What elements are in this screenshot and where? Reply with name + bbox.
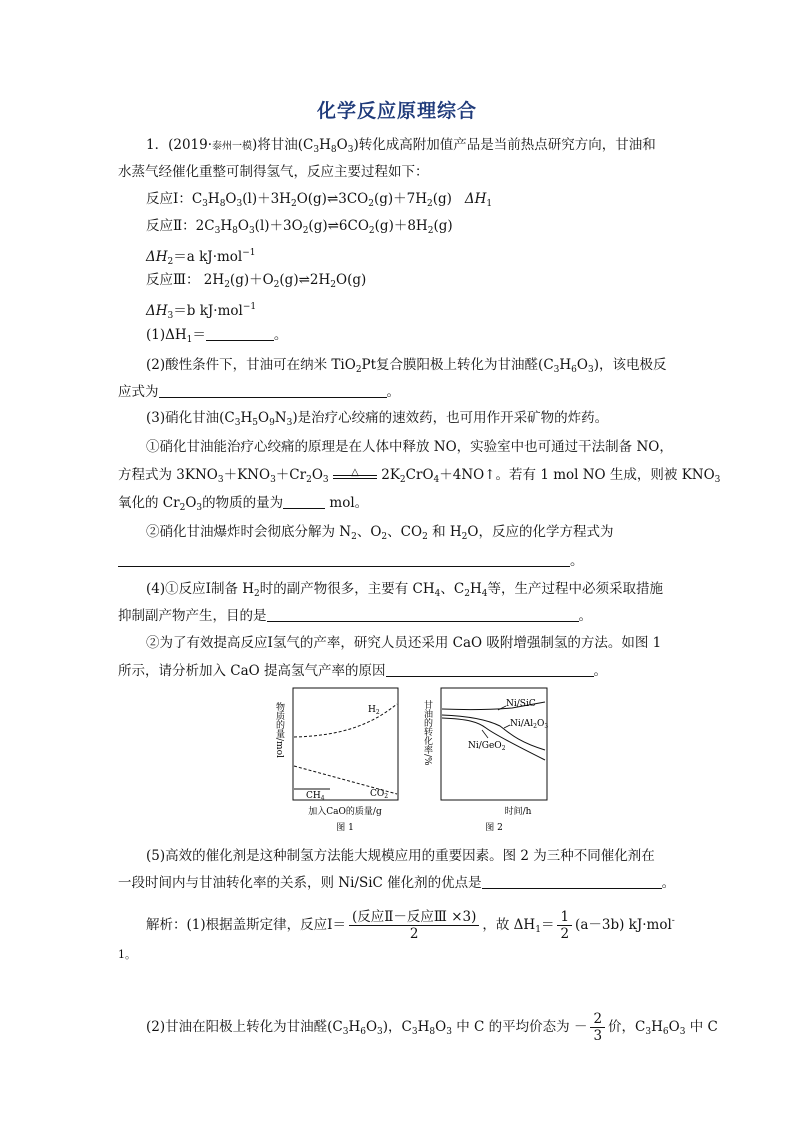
figure-2-caption: 图 2: [485, 823, 503, 833]
figure-2-ylabel: 甘油的转化率/%: [422, 700, 432, 766]
question-intro-2: 水蒸气经催化重整可制得氢气，反应主要过程如下：: [118, 164, 429, 180]
part-3-1-line3: 氧化的 $Cr_2O_3$的物质的量为 mol。: [118, 495, 369, 513]
co2-label: $CO_2$: [370, 789, 389, 800]
reaction-1: 反应Ⅰ：$C_3H_8O_3(l)+3H_2O(g)\rightleftharpoons 3CO_2(g)+7H_2(g)$ $\Delta H_1$: [146, 191, 493, 209]
part-5: (5)高效的催化剂是这种制氢方法能大规模应用的重要因素。图 2 为三种不同催化剂在: [146, 848, 655, 864]
part-1: $(1)\Delta H_1=$ 。: [146, 327, 288, 345]
figure-1-ylabel: 物质的量/mol: [274, 702, 284, 758]
delta-h3: $\Delta H_3=b$ kJ·mol$^{-1}$: [146, 302, 257, 321]
part-3-2-line2: 。: [118, 551, 584, 571]
equilibrium-arrow-icon: ⇌: [327, 218, 339, 234]
solution-1-wrap: 1。: [118, 948, 136, 961]
reaction-2: 反应Ⅱ：$2C_3H_8O_3(l)+3O_2(g)\rightleftharpoons 6CO_2(g)+8H_2(g)$: [146, 218, 453, 236]
solution-1: 解析：(1)根据盖斯定律，反应Ⅰ＝ $\frac{\text{(反应Ⅱ－反应Ⅲ ×3)}}{2}$ ，故 $\Delta H_1=$ $\frac{1}{2}$ (a－3b) kJ·mol-: [146, 909, 675, 942]
part-3-2: ②硝化甘油爆炸时会彻底分解为 $N_2$、$O_2$、$CO_2$ 和 $H_2O$，反应的化学方程式为: [146, 524, 614, 542]
answer-blank[interactable]: [267, 607, 579, 622]
reaction-3: 反应Ⅲ： $2H_2(g)+O_2(g)\rightleftharpoons 2H_2O(g)$: [146, 272, 367, 290]
h2-curve: [294, 704, 397, 737]
answer-blank[interactable]: [206, 326, 274, 341]
part-4: (4)①反应Ⅰ制备 $H_2$时的副产物很多，主要有 $CH_4$、$C_2H_4$等，生产过程中必须采取措施: [146, 581, 663, 599]
equilibrium-arrow-icon: ⇌: [326, 191, 339, 207]
part-2-line2: 应式为 。: [118, 384, 400, 400]
delta-h2: $\Delta H_2=a$ kJ·mol$^{-1}$: [146, 248, 256, 267]
answer-blank[interactable]: [482, 874, 662, 889]
figure-1-xlabel: 加入CaO的质量/g: [308, 807, 382, 817]
answer-blank[interactable]: [159, 383, 387, 398]
part-3-1: ①硝化甘油能治疗心绞痛的原理是在人体中释放 NO，实验室中也可通过干法制备 NO，: [146, 439, 673, 455]
part-4-2: ②为了有效提高反应Ⅰ氢气的产率，研究人员还采用 CaO 吸附增强制氢的方法。如图 1: [146, 635, 662, 651]
answer-blank[interactable]: [283, 494, 325, 509]
ni-geo2-label: Ni/GeO$_2$: [468, 741, 506, 752]
figure-1: [270, 682, 410, 842]
part-3: (3)硝化甘油$(C_3H_5O_9N_3)$是治疗心绞痛的速效药，也可用作开采矿物的炸药。: [146, 410, 609, 428]
ni-sic-label: Ni/SiC: [506, 699, 536, 709]
part-3-1-equation: 方程式为 $3KNO_3+KNO_3+Cr_2O_3$ △ $2K_2CrO_4+4NO↑$。若有 1 mol NO 生成，则被 $KNO_3$: [118, 466, 721, 485]
equilibrium-arrow-icon: ⇌: [298, 272, 310, 288]
part-4-2-line2: 所示，请分析加入 CaO 提高氢气产率的原因 。: [118, 663, 608, 679]
answer-blank[interactable]: [386, 662, 594, 677]
fraction: $\frac{2}{3}$: [590, 1011, 605, 1044]
h2-label: $H_2$: [368, 705, 380, 716]
ni-al2o3-label: $Ni/Al_2O_3$: [510, 719, 549, 730]
fraction: $\frac{\text{(反应Ⅱ－反应Ⅲ ×3)}}{2}$: [349, 909, 479, 942]
part-4-line2: 抑制副产物产生，目的是 。: [118, 608, 592, 624]
ni-sic-leader: [498, 706, 506, 710]
figure-2: [418, 682, 558, 842]
question-intro: 1．(2019·泰州一模)将甘油$(C_3H_8O_3)$转化成高附加值产品是当前热点研究方向，甘油和: [146, 137, 656, 155]
fraction: $\frac{1}{2}$: [557, 909, 572, 942]
ch4-label: $CH_4$: [306, 791, 325, 802]
part-5-line2: 一段时间内与甘油转化率的关系，则 Ni/SiC 催化剂的优点是 。: [118, 875, 676, 891]
heat-condition-arrow: △: [333, 473, 377, 479]
page-title: 化学反应原理综合: [316, 100, 477, 122]
figure-2-xlabel: 时间/h: [504, 807, 532, 817]
answer-blank[interactable]: [118, 552, 570, 567]
ni-geo2-leader: [482, 730, 488, 738]
figure-1-frame: [293, 688, 398, 800]
part-2: (2)酸性条件下，甘油可在纳米 TiO$_2$Pt复合膜阳极上转化为甘油醛$(C_3H_6O_3)$，该电极反: [146, 357, 667, 375]
solution-2: (2)甘油在阳极上转化为甘油醛$(C_3H_6O_3)$，$C_3H_8O_3$ 中 C 的平均价态为 － $\frac{2}{3}$ 价，$C_3H_6O_3$ 中 C: [146, 1011, 718, 1044]
figure-1-caption: 图 1: [336, 823, 354, 833]
